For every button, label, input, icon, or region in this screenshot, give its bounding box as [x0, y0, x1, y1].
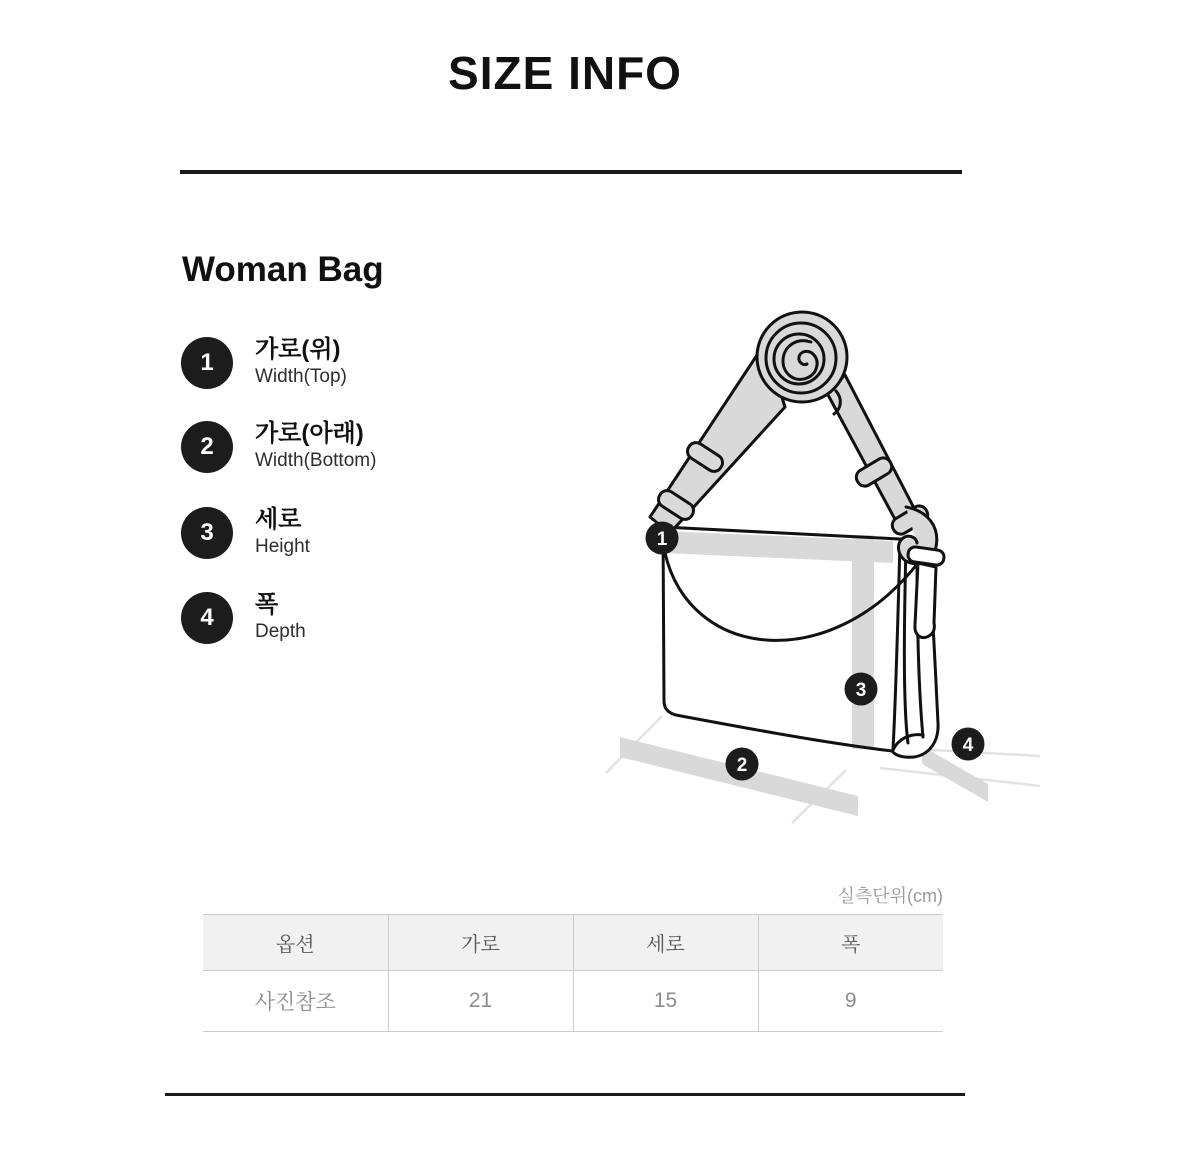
legend-label-en: Width(Bottom) [255, 450, 377, 472]
table-cell-height: 15 [573, 971, 758, 1032]
legend-bullet-4: 4 [181, 592, 233, 644]
table-header-row [203, 915, 943, 971]
size-table [203, 914, 943, 1032]
marker-4-label: 4 [962, 735, 974, 756]
legend-label-en: Depth [255, 621, 306, 643]
table-header-width: 가로 [388, 915, 573, 971]
legend-bullet-1: 1 [181, 337, 233, 389]
legend-bullet-2: 2 [181, 421, 233, 473]
legend-item-height [181, 507, 310, 559]
top-divider [180, 170, 962, 174]
legend-label-ko: 가로(위) [255, 335, 341, 363]
legend-label-ko: 폭 [255, 590, 279, 618]
legend-label-en: Width(Top) [255, 366, 347, 388]
strap-coil [757, 312, 847, 402]
measure-unit-note: 실측단위(cm) [837, 886, 943, 906]
legend-text [255, 506, 310, 560]
section-heading: Woman Bag [182, 250, 384, 289]
legend-item-width-bottom [181, 421, 376, 473]
legend-bullet-3: 3 [181, 507, 233, 559]
table-cell-width: 21 [388, 971, 573, 1032]
legend-item-width-top [181, 337, 347, 389]
table-cell-option: 사진참조 [203, 971, 388, 1032]
table-header-option: 옵션 [203, 915, 388, 971]
legend-text [255, 591, 306, 645]
bag-diagram-icon [590, 295, 1040, 835]
measure-band-height [852, 535, 874, 749]
marker-3-label: 3 [855, 680, 867, 701]
knot-loop [907, 546, 945, 566]
table-header-height: 세로 [573, 915, 758, 971]
legend-text [255, 336, 347, 390]
table-row [203, 971, 943, 1032]
table-header-depth: 폭 [758, 915, 943, 971]
table-cell-depth: 9 [758, 971, 943, 1032]
size-table-body [203, 971, 943, 1032]
legend-label-en: Height [255, 536, 310, 558]
legend-text [255, 420, 376, 474]
size-table-head [203, 915, 943, 971]
bottom-divider [165, 1093, 965, 1096]
page-title: SIZE INFO [448, 47, 682, 99]
marker-2-label: 2 [736, 755, 748, 776]
legend-item-depth [181, 592, 306, 644]
marker-1-label: 1 [656, 529, 668, 550]
knot-tail [915, 563, 936, 638]
legend-label-ko: 세로 [255, 505, 302, 533]
legend-label-ko: 가로(아래) [255, 419, 364, 447]
